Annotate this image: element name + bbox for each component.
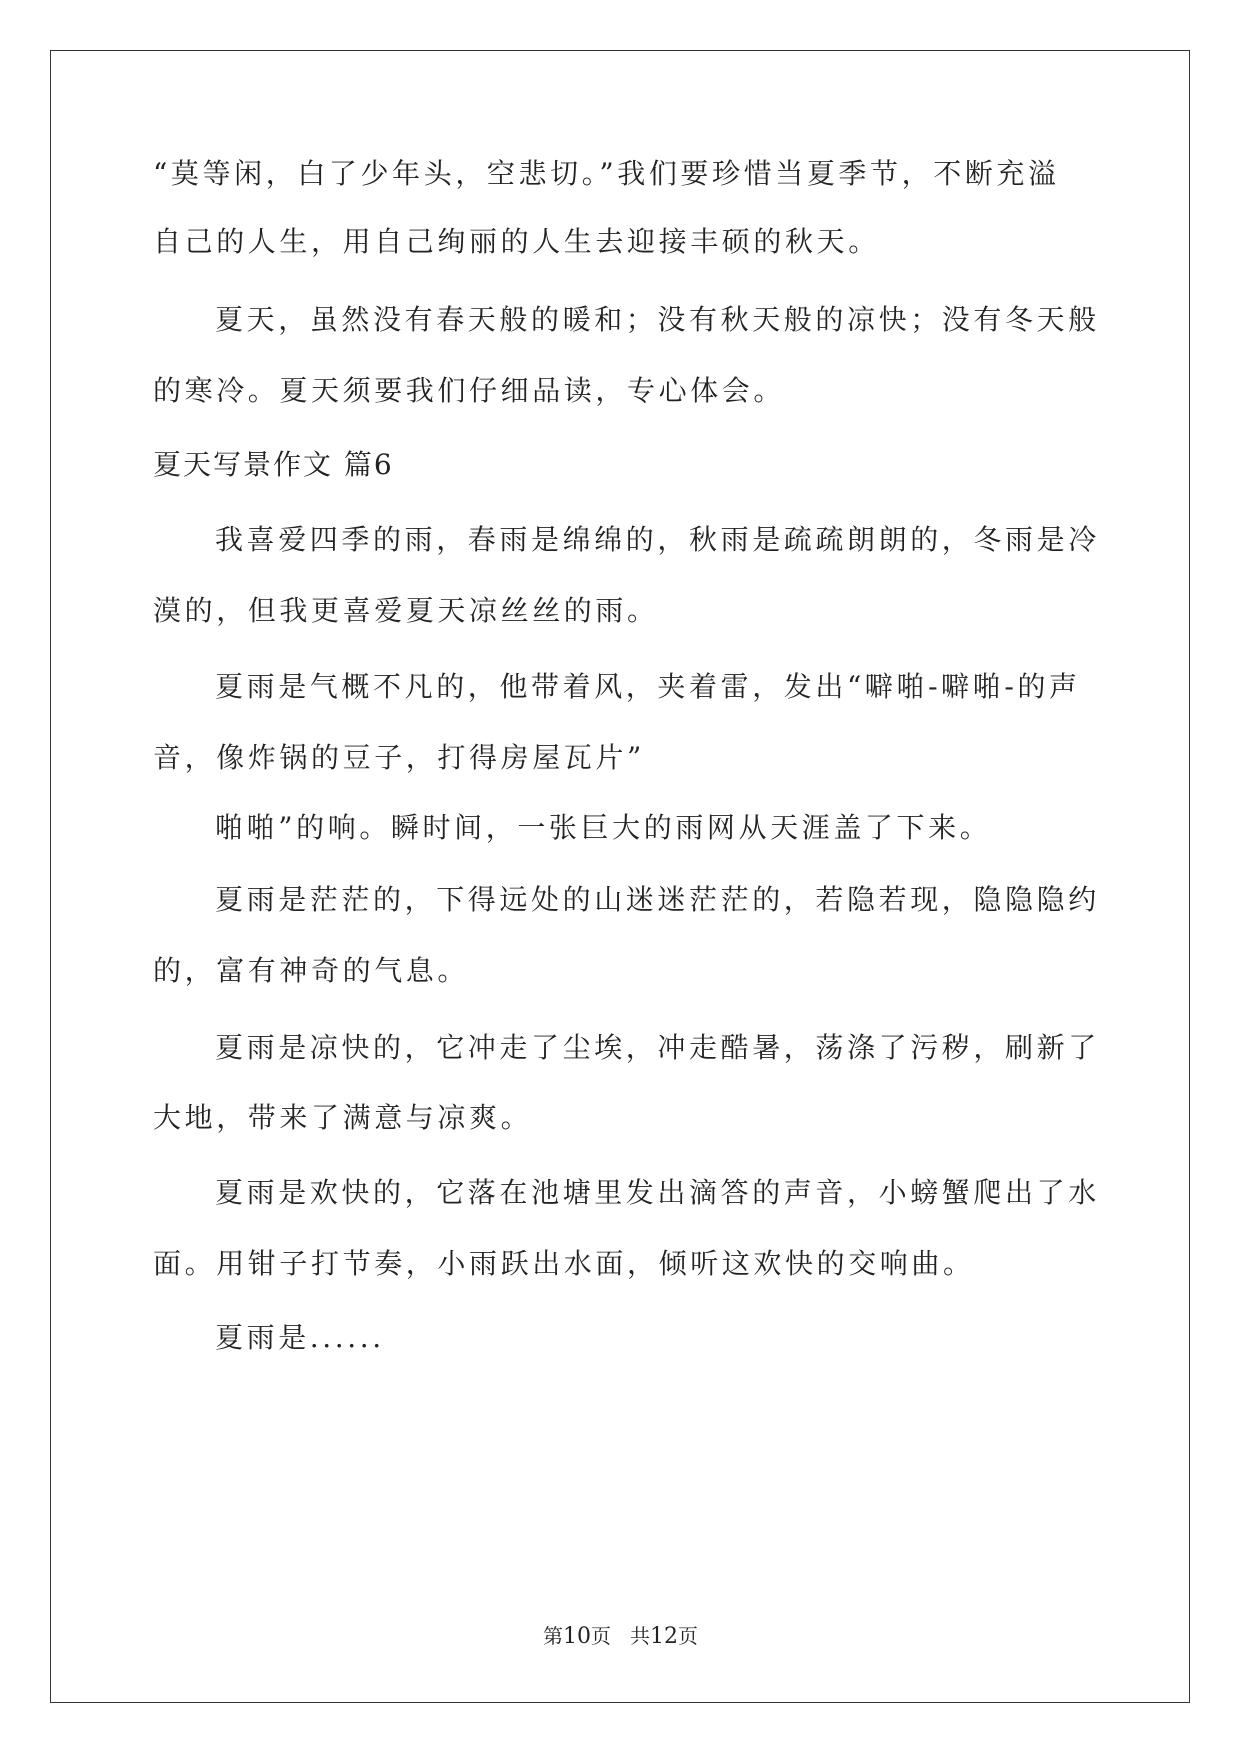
paragraph-line: 夏雨是欢快的，它落在池塘里发出滴答的声音，小螃蟹爬出了水 [215,1176,1100,1209]
paragraph-line: 啪啪”的响。瞬时间，一张巨大的雨网从天涯盖了下来。 [215,811,992,844]
paragraph-line: “莫等闲，白了少年头，空悲切。”我们要珍惜当夏季节，不断充溢 [153,157,1060,190]
current-page-number: 10 [562,1624,591,1649]
paragraph-line: 大地，带来了满意与凉爽。 [153,1101,533,1134]
paragraph-line: 的，富有神奇的气息。 [153,954,470,987]
total-prefix: 共 [630,1624,651,1648]
total-pages-number: 12 [650,1624,679,1649]
paragraph-line: 夏雨是...... [215,1321,385,1354]
page-prefix: 第 [542,1624,563,1648]
paragraph-line: 自己的人生，用自己绚丽的人生去迎接丰硕的秋天。 [153,225,880,258]
paragraph-line: 夏雨是凉快的，它冲走了尘埃，冲走酷暑，荡涤了污秽，刷新了 [215,1031,1100,1064]
paragraph-line: 漠的，但我更喜爱夏天凉丝丝的雨。 [153,594,659,627]
page-suffix: 页 [590,1624,611,1648]
total-suffix: 页 [678,1624,699,1648]
page-footer [0,1622,1241,1651]
paragraph-line: 面。用钳子打节奏，小雨跃出水面，倾听这欢快的交响曲。 [153,1247,975,1280]
paragraph-line: 夏天，虽然没有春天般的暖和；没有秋天般的凉快；没有冬天般 [215,303,1100,336]
paragraph-line: 夏雨是气概不凡的，他带着风，夹着雷，发出“噼啪-噼啪-的声 [215,670,1081,703]
paragraph-line: 的寒冷。夏天须要我们仔细品读，专心体会。 [153,374,786,407]
paragraph-line: 我喜爱四季的雨，春雨是绵绵的，秋雨是疏疏朗朗的，冬雨是冷 [215,523,1100,556]
paragraph-line: 音，像炸锅的豆子，打得房屋瓦片” [153,741,645,774]
page-border [50,50,1190,1703]
section-heading: 夏天写景作文 篇6 [153,448,394,481]
paragraph-line: 夏雨是茫茫的，下得远处的山迷迷茫茫的，若隐若现，隐隐隐约 [215,883,1100,916]
